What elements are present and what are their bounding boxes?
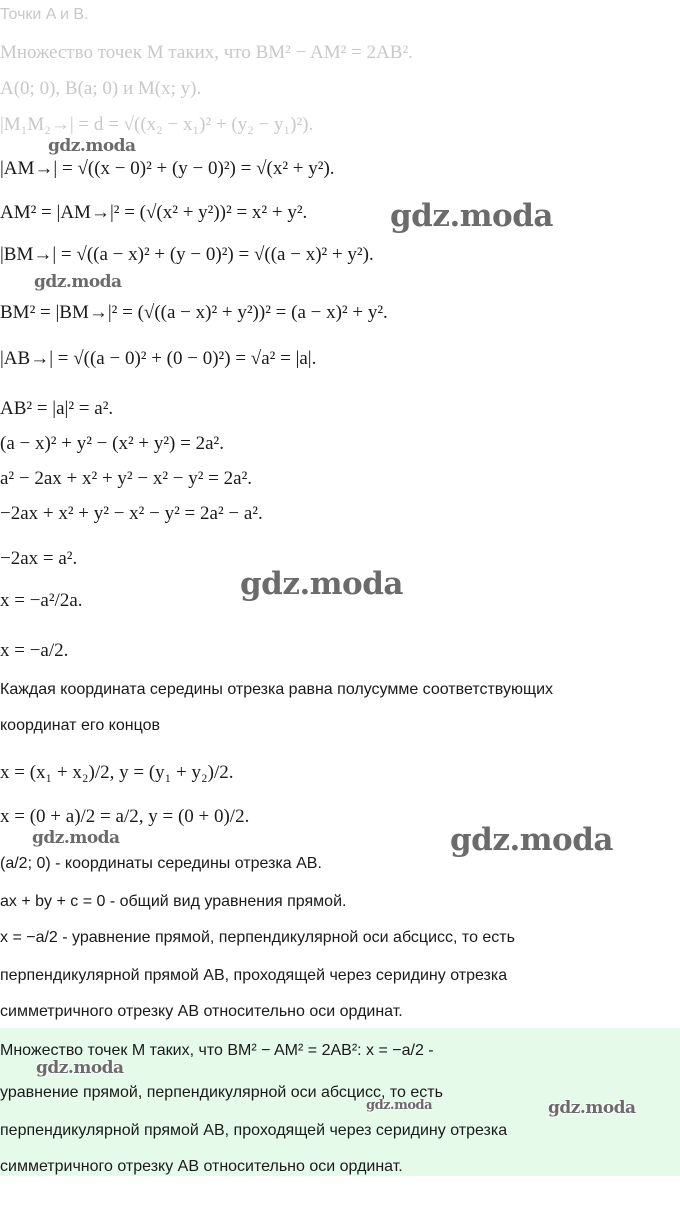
answer-line-4: симметричного отрезку AB относительно оси ординат.	[0, 1158, 403, 1175]
line-equation-simplified: −2ax = a².	[0, 548, 78, 569]
line-equation-moved: −2ax + x² + y² − x² − y² = 2a² − a².	[0, 503, 263, 524]
line-ab-squared: AB² = |a|² = a².	[0, 398, 114, 419]
line-midpoint-rule: Каждая координата середины отрезка равна полусумме соответствующих	[0, 681, 554, 698]
line-x-fraction: x = −a²/2a.	[0, 590, 83, 611]
line-equation-substituted: (a − x)² + y² − (x² + y²) = 2a².	[0, 433, 224, 454]
line-locus-statement: Множество точек M таких, что BM² − AM² = 2AB².	[0, 42, 413, 63]
watermark: gdz.moda	[48, 136, 136, 156]
line-equation-expanded: a² − 2ax + x² + y² − x² − y² = 2a².	[0, 468, 253, 489]
line-coordinates: A(0; 0), B(a; 0) и M(x; y).	[0, 78, 202, 99]
watermark: gdz.moda	[366, 1098, 433, 1113]
line-bm-squared: BM² = |BM→|² = (√((a − x)² + y²))² = (a − x)² + y².	[0, 302, 388, 323]
line-midpoint-values: x = (0 + a)/2 = a/2, y = (0 + 0)/2.	[0, 806, 250, 827]
watermark: gdz.moda	[548, 1098, 636, 1118]
watermark: gdz.moda	[36, 1058, 124, 1078]
line-perpendicular: x = −a/2 - уравнение прямой, перпендикулярной оси абсцисс, то есть	[0, 929, 515, 946]
line-distance-formula: |M₁M₂→| = d = √((x₂ − x₁)² + (y₂ − y₁)²).	[0, 114, 314, 135]
line-midpoint-rule-cont: координат его концов	[0, 717, 160, 734]
watermark: gdz.moda	[450, 822, 613, 858]
answer-line-2: уравнение прямой, перпендикулярной оси абсцисс, то есть	[0, 1084, 443, 1101]
line-symmetric: симметричного отрезку AB относительно оси ординат.	[0, 1003, 403, 1020]
line-x-result: x = −a/2.	[0, 640, 69, 661]
line-perpendicular-cont: перпендикулярной прямой AB, проходящей через серидину отрезка	[0, 967, 508, 984]
line-am-squared: AM² = |AM→|² = (√(x² + y²))² = x² + y².	[0, 202, 308, 223]
watermark: gdz.moda	[32, 828, 120, 848]
answer-line-3: перпендикулярной прямой AB, проходящей через серидину отрезка	[0, 1122, 508, 1139]
line-bm-length: |BM→| = √((a − x)² + (y − 0)²) = √((a − x)² + y²).	[0, 244, 374, 265]
line-midpoint-formula: x = (x₁ + x₂)/2, y = (y₁ + y₂)/2.	[0, 762, 234, 783]
watermark: gdz.moda	[390, 198, 553, 234]
watermark: gdz.moda	[240, 566, 403, 602]
line-midpoint-result: (a/2; 0) - координаты середины отрезка AB.	[0, 855, 322, 872]
watermark: gdz.moda	[34, 272, 122, 292]
line-general-line: ax + by + c = 0 - общий вид уравнения прямой.	[0, 893, 347, 910]
line-am-length: |AM→| = √((x − 0)² + (y − 0)²) = √(x² + y²).	[0, 158, 335, 179]
line-points: Точки A и B.	[0, 6, 89, 23]
answer-line-1: Множество точек M таких, что BM² − AM² = 2AB²: x = −a/2 -	[0, 1042, 434, 1059]
line-ab-length: |AB→| = √((a − 0)² + (0 − 0)²) = √a² = |a|.	[0, 348, 317, 369]
